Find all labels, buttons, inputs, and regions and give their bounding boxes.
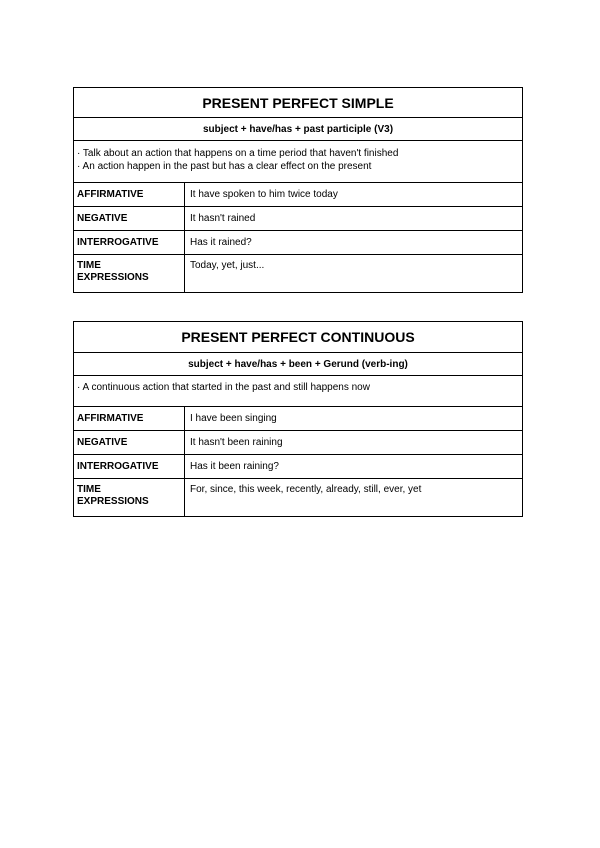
usage-note: · Talk about an action that happens on a time period that haven't finished xyxy=(77,148,399,159)
row-label: NEGATIVE xyxy=(74,431,185,454)
table-formula: subject + have/has + been + Gerund (verb-ing) xyxy=(74,353,522,376)
table-title: PRESENT PERFECT SIMPLE xyxy=(74,88,522,118)
table-row-negative xyxy=(74,207,522,231)
row-value: Has it rained? xyxy=(190,237,252,248)
row-label-line: TIME xyxy=(77,484,101,495)
row-label: INTERROGATIVE xyxy=(74,455,185,478)
row-value: It hasn't been raining xyxy=(190,437,283,448)
present-perfect-simple-table xyxy=(73,87,523,293)
row-label: AFFIRMATIVE xyxy=(74,183,185,206)
row-value: For, since, this week, recently, already, still, ever, yet xyxy=(190,484,422,495)
row-value: It hasn't rained xyxy=(190,213,256,224)
table-row-affirmative xyxy=(74,407,522,431)
row-value: I have been singing xyxy=(190,413,277,424)
usage-notes xyxy=(74,376,522,407)
table-formula: subject + have/has + past participle (V3) xyxy=(74,118,522,141)
table-row-time-expressions xyxy=(74,479,522,516)
table-row-affirmative xyxy=(74,183,522,207)
row-label xyxy=(74,479,185,516)
row-label: AFFIRMATIVE xyxy=(74,407,185,430)
row-value: Has it been raining? xyxy=(190,461,279,472)
table-row-time-expressions xyxy=(74,255,522,292)
row-label-line: EXPRESSIONS xyxy=(77,272,149,283)
table-row-interrogative xyxy=(74,231,522,255)
row-label: NEGATIVE xyxy=(74,207,185,230)
row-value: Today, yet, just... xyxy=(190,260,265,271)
row-label xyxy=(74,255,185,292)
usage-notes xyxy=(74,141,522,183)
row-label-line: EXPRESSIONS xyxy=(77,496,149,507)
row-label-line: TIME xyxy=(77,260,101,271)
table-row-interrogative xyxy=(74,455,522,479)
table-row-negative xyxy=(74,431,522,455)
row-label: INTERROGATIVE xyxy=(74,231,185,254)
row-value: It have spoken to him twice today xyxy=(190,189,338,200)
usage-note: · A continuous action that started in the past and still happens now xyxy=(77,382,370,393)
present-perfect-continuous-table xyxy=(73,321,523,517)
table-title: PRESENT PERFECT CONTINUOUS xyxy=(74,322,522,353)
usage-note: · An action happen in the past but has a clear effect on the present xyxy=(77,161,372,172)
